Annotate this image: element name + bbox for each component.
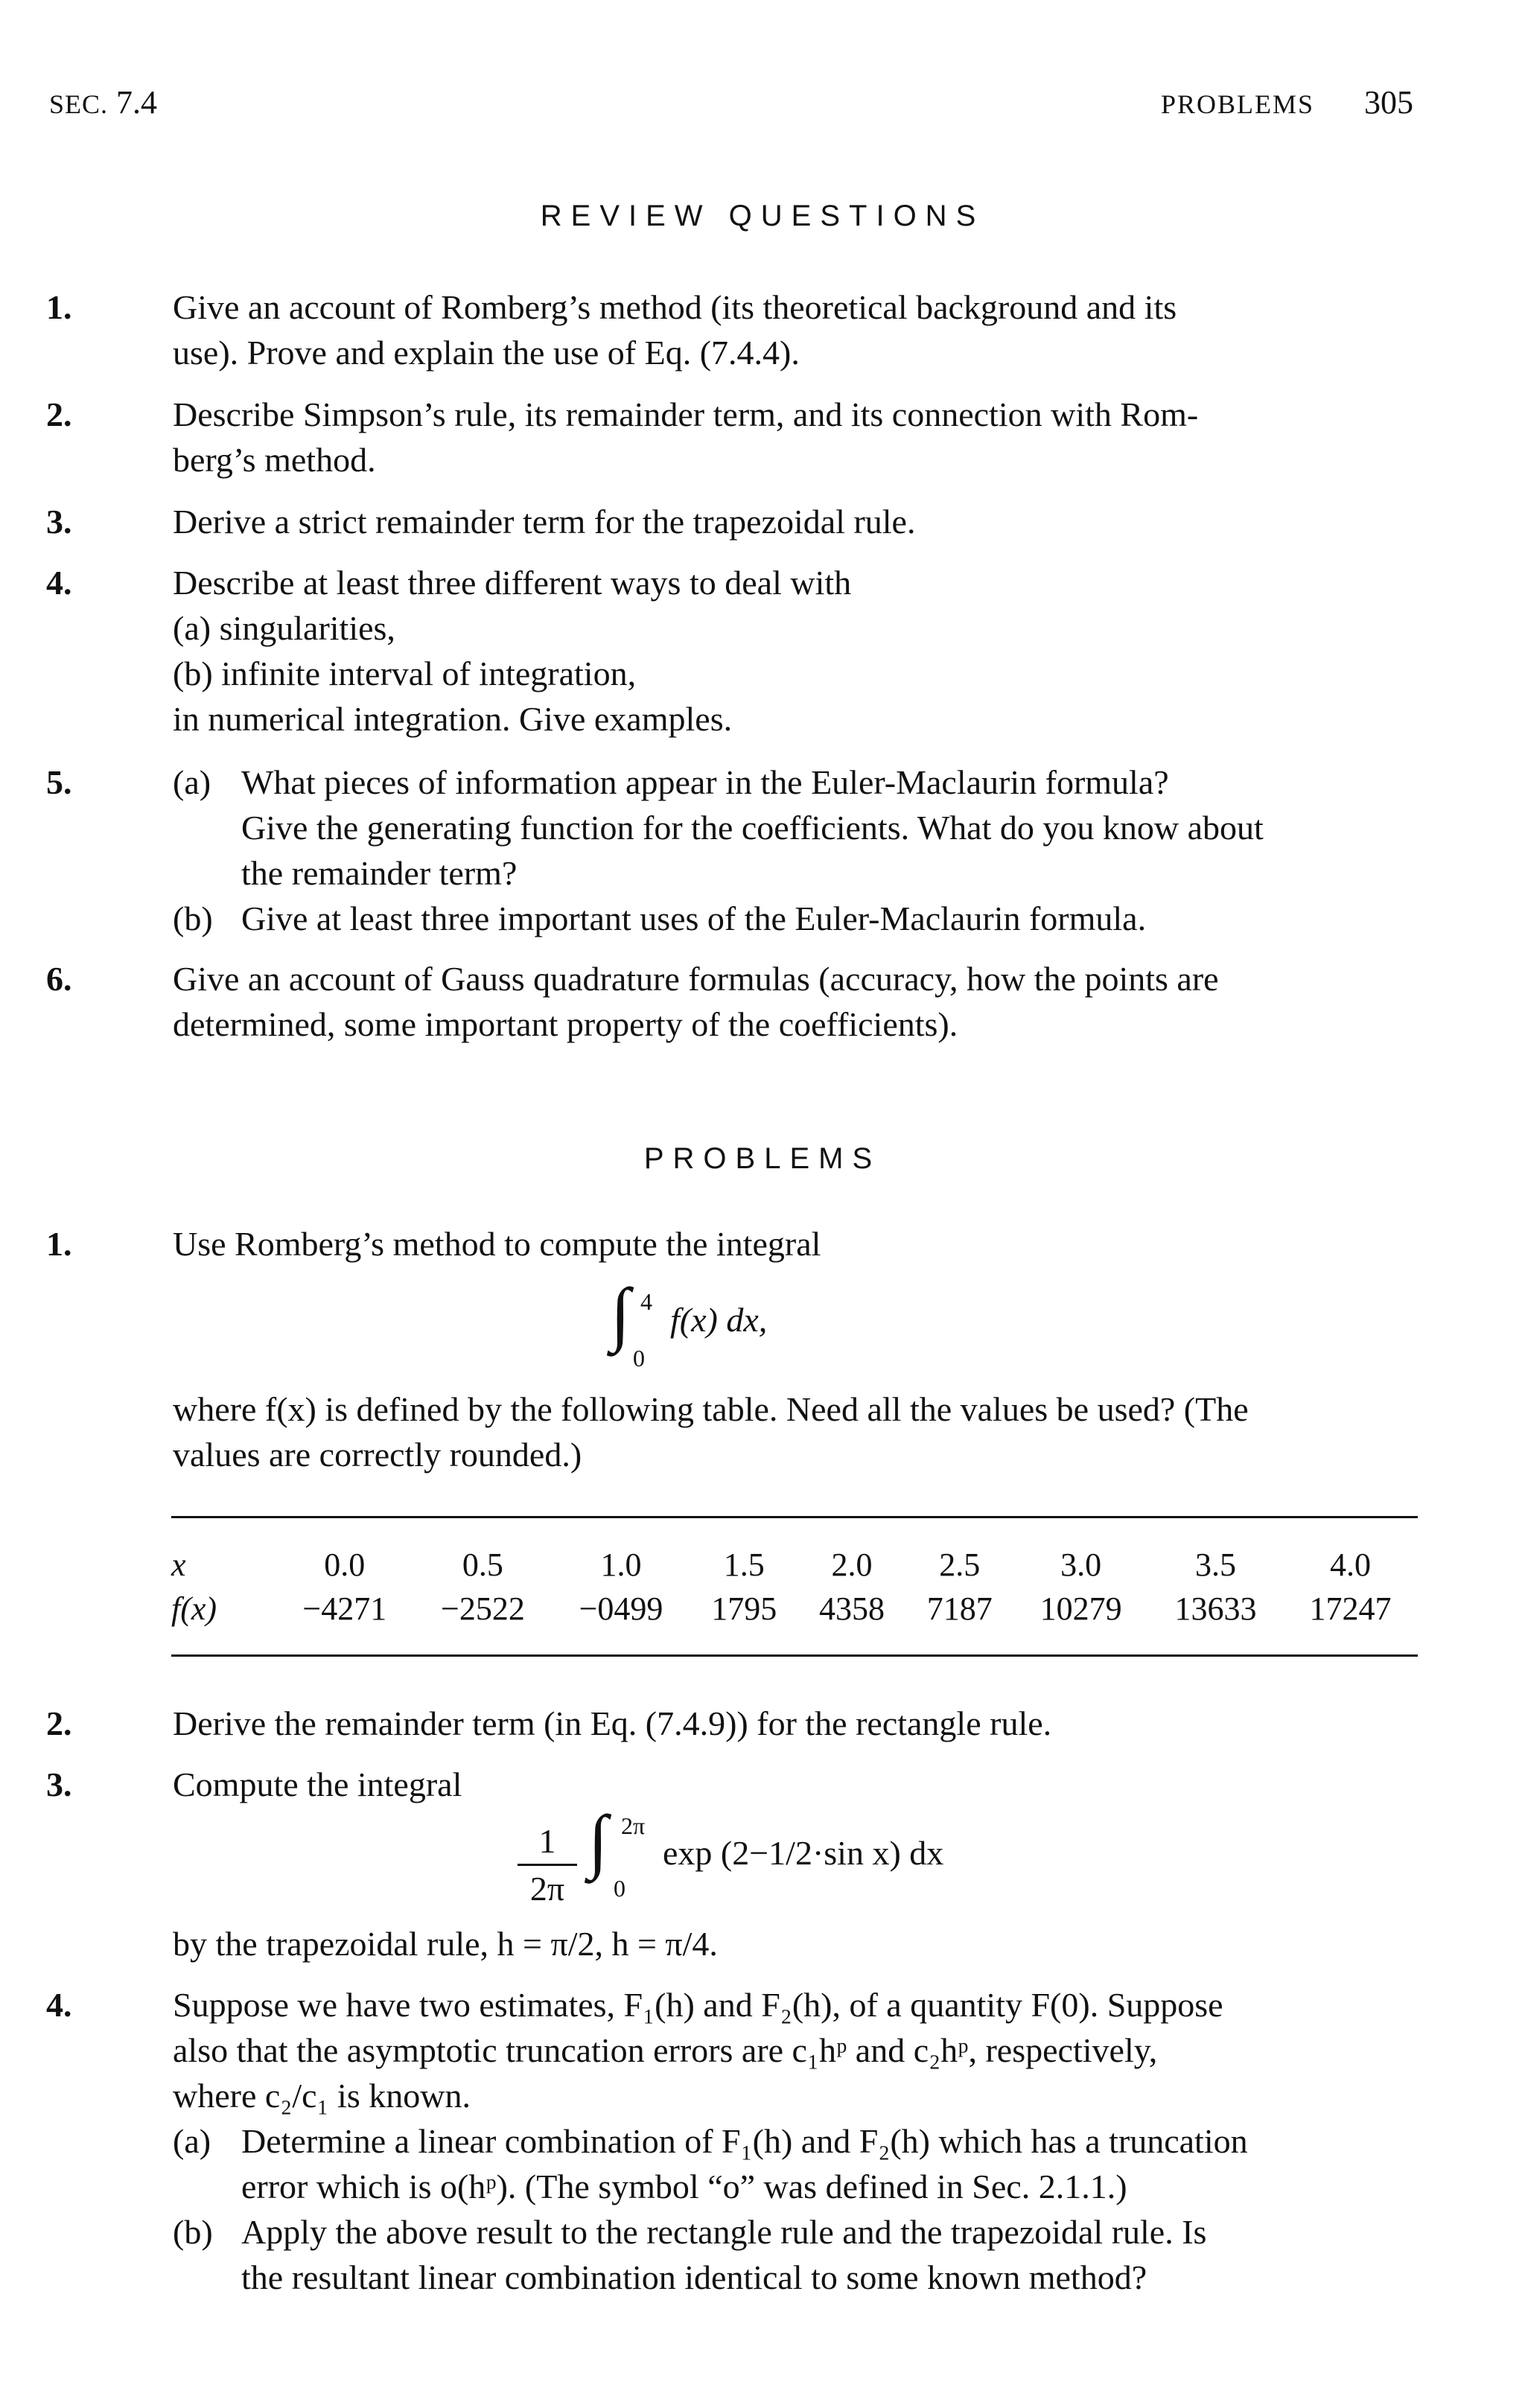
question-text-line: in numerical integration. Give examples. [173, 700, 733, 738]
question-number: 5. [46, 763, 72, 801]
question-number: 2. [46, 395, 72, 433]
problems-heading: PROBLEMS [643, 1142, 882, 1175]
question-number: 3. [46, 503, 72, 541]
running-title: PROBLEMS [1160, 89, 1314, 119]
table-cell: 2.5 [939, 1547, 981, 1583]
subpart-text-line: Determine a linear combination of F₁(h) and F₂(h) which has a truncation [241, 2122, 1248, 2160]
fraction-denominator: 2π [529, 1870, 565, 1908]
page-number: 305 [1364, 84, 1413, 121]
problem-text-line: where f(x) is defined by the following table. Need all the values be used? (The [173, 1390, 1249, 1428]
problem-text-line: Use Romberg’s method to compute the integral [173, 1225, 821, 1263]
question-number: 1. [46, 288, 72, 326]
function-values-table [171, 1543, 1418, 1631]
question-subpart-b [173, 896, 1422, 941]
problem-text-line: Compute the integral [173, 1765, 462, 1803]
problem-text-line: where c₂/c₁ is known. [173, 2077, 471, 2115]
row-label: f(x) [171, 1590, 217, 1627]
integrand: f(x) dx, [670, 1301, 768, 1339]
table-cell: 10279 [1040, 1590, 1122, 1627]
table-cell: 4358 [818, 1590, 885, 1627]
upper-limit: 2π [621, 1812, 646, 1839]
problem-text-line: values are correctly rounded.) [173, 1436, 582, 1474]
table-bottom-rule [171, 1654, 1418, 1657]
subpart-text: infinite interval of integration, [221, 654, 637, 692]
table-row-f [171, 1587, 1418, 1631]
subpart-label: (b) [173, 899, 213, 937]
question-number: 4. [46, 564, 72, 602]
problem-number: 1. [46, 1225, 72, 1263]
table-cell: 0.5 [462, 1547, 503, 1583]
question-subpart-a [173, 605, 1422, 651]
problem-text-line: by the trapezoidal rule, h = π/2, h = π/4. [173, 1925, 718, 1963]
problem-number: 3. [46, 1765, 72, 1803]
lower-limit: 0 [633, 1345, 645, 1372]
problem-text-line: Suppose we have two estimates, F₁(h) and F₂(h), of a quantity F(0). Suppose [173, 1986, 1223, 2024]
table-cell: −4271 [302, 1590, 387, 1627]
table-cell: 17247 [1309, 1590, 1392, 1627]
subpart-text-line: Apply the above result to the rectangle rule and the trapezoidal rule. Is [241, 2213, 1207, 2251]
table-cell: 4.0 [1330, 1547, 1372, 1583]
section-reference [49, 83, 157, 121]
table-top-rule [171, 1516, 1418, 1518]
question-text-line: Give an account of Gauss quadrature formulas (accuracy, how the points are [173, 960, 1219, 998]
integral-expression-1 [611, 1273, 908, 1372]
problem-number: 2. [46, 1704, 72, 1742]
review-questions-heading: REVIEW QUESTIONS [540, 200, 985, 232]
table-cell: 3.0 [1060, 1547, 1102, 1583]
table-row-x [171, 1543, 1418, 1587]
subpart-text-line: Give at least three important uses of the Euler-Maclaurin formula. [241, 899, 1147, 937]
subpart-text-line: error which is o(hᵖ). (The symbol “o” was defined in Sec. 2.1.1.) [241, 2167, 1127, 2205]
table-cell: 0.0 [324, 1547, 366, 1583]
subpart-text-line: the remainder term? [241, 854, 518, 892]
table-cell: 2.0 [831, 1547, 873, 1583]
subpart-label: (a) [173, 609, 211, 647]
question-text-line: Give an account of Romberg’s method (its theoretical background and its [173, 288, 1177, 326]
table-cell: −0499 [579, 1590, 663, 1627]
question-text-line: use). Prove and explain the use of Eq. (7.4.4). [173, 334, 800, 372]
integrand: exp (2−1/2·sin x) dx [663, 1834, 944, 1872]
question-number: 6. [46, 960, 72, 998]
fraction-numerator: 1 [538, 1822, 556, 1860]
problem-text-line: also that the asymptotic truncation errors are c₁hᵖ and c₂hᵖ, respectively, [173, 2031, 1158, 2069]
subpart-text-line: Give the generating function for the coefficients. What do you know about [241, 809, 1264, 847]
problem-subpart-b [173, 2209, 1422, 2300]
question-text-line: Describe Simpson’s rule, its remainder term, and its connection with Rom- [173, 395, 1199, 433]
running-head [49, 83, 1413, 128]
question-subpart-b [173, 651, 1422, 696]
problem-subpart-a [173, 2118, 1422, 2209]
subpart-label: (b) [173, 2213, 213, 2251]
subpart-label: (a) [173, 2122, 211, 2160]
question-subpart-a [173, 759, 1422, 896]
upper-limit: 4 [640, 1288, 652, 1315]
row-label: x [171, 1547, 186, 1583]
table-cell: 13633 [1174, 1590, 1257, 1627]
subpart-label: (a) [173, 763, 211, 801]
table-cell: 1795 [711, 1590, 777, 1627]
fraction [514, 1818, 581, 1911]
question-text-line: determined, some important property of the coefficients). [173, 1005, 958, 1043]
table-cell: 3.5 [1195, 1547, 1237, 1583]
section-number: 7.4 [116, 84, 158, 121]
subpart-text-line: the resultant linear combination identical to some known method? [241, 2258, 1147, 2296]
lower-limit: 0 [614, 1875, 625, 1902]
table-cell: −2522 [441, 1590, 525, 1627]
problem-text-line: Derive the remainder term (in Eq. (7.4.9)) for the rectangle rule. [173, 1704, 1052, 1742]
table-cell: 1.0 [600, 1547, 642, 1583]
subpart-text: singularities, [219, 609, 395, 647]
question-text-line: Derive a strict remainder term for the trapezoidal rule. [173, 503, 916, 541]
section-prefix: SEC. [49, 89, 109, 119]
integral-sign: ∫ [588, 1800, 608, 1880]
running-title-block [1161, 83, 1413, 121]
question-text-line: berg’s method. [173, 441, 376, 479]
subpart-label: (b) [173, 654, 213, 692]
table-cell: 1.5 [723, 1547, 765, 1583]
question-text-line: Describe at least three different ways to deal with [173, 564, 852, 602]
table-cell: 7187 [926, 1590, 993, 1627]
integral-sign: ∫ [611, 1273, 631, 1353]
integral-expression-3 [514, 1802, 1035, 1914]
problem-number: 4. [46, 1986, 72, 2024]
subpart-text-line: What pieces of information appear in the Euler-Maclaurin formula? [241, 763, 1169, 801]
